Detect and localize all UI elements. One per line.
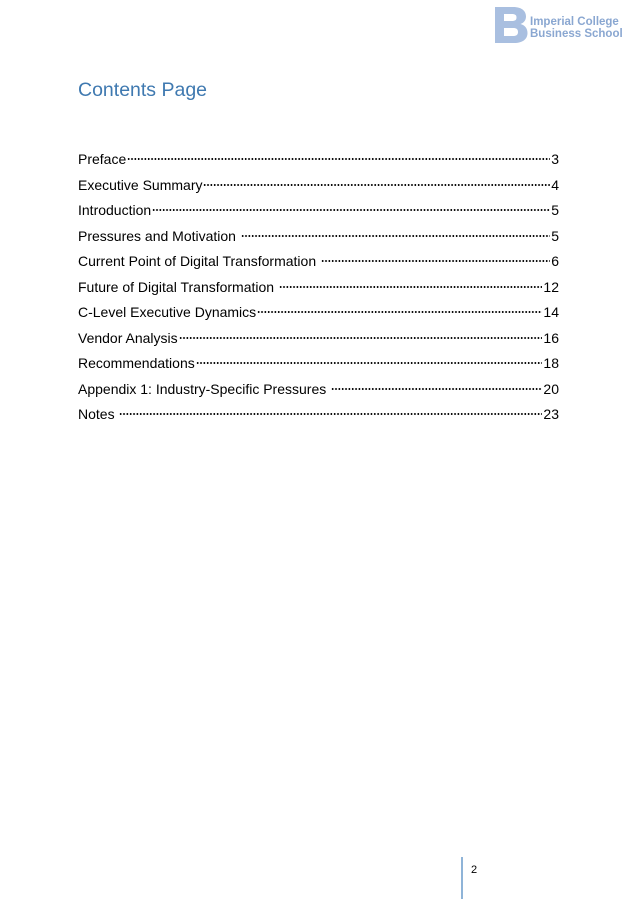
toc-dot-leader: [241, 235, 550, 237]
footer-rule: [461, 857, 463, 899]
toc-entry[interactable]: [78, 225, 559, 251]
toc-entry-title: Notes: [78, 406, 119, 422]
toc-entry[interactable]: [78, 378, 559, 404]
toc-entry[interactable]: [78, 148, 559, 174]
toc-dot-leader: [196, 362, 543, 364]
page-number: 2: [471, 864, 478, 876]
toc-entry[interactable]: [78, 301, 559, 327]
toc-entry-title: Pressures and Motivation: [78, 227, 240, 244]
toc-entry[interactable]: [78, 250, 559, 276]
toc-entry-page-number: 3: [551, 151, 559, 167]
toc-entry-page-number: 18: [543, 355, 559, 371]
toc-dot-leader: [152, 209, 550, 211]
toc-entry-title: C-Level Executive Dynamics: [78, 304, 257, 320]
toc-dot-leader: [203, 184, 550, 186]
toc-entry[interactable]: [78, 352, 559, 378]
toc-entry[interactable]: [78, 327, 559, 353]
toc-dot-leader: [321, 260, 550, 262]
toc-entry-page-number: 6: [551, 253, 559, 269]
imperial-college-business-school-logo: [493, 6, 633, 44]
logo-line-1: Imperial College: [530, 16, 619, 28]
page-title: Contents Page: [78, 79, 208, 101]
toc-dot-leader: [331, 388, 542, 390]
toc-dot-leader: [119, 413, 542, 415]
toc-dot-leader: [127, 158, 550, 160]
toc-dot-leader: [179, 337, 543, 339]
table-of-contents: [78, 148, 559, 429]
toc-entry[interactable]: [78, 199, 559, 225]
toc-entry-page-number: 20: [543, 380, 559, 397]
toc-entry-page-number: 5: [551, 202, 559, 218]
toc-dot-leader: [279, 286, 542, 288]
toc-entry-title: Vendor Analysis: [78, 329, 178, 346]
logo-text: [530, 16, 623, 40]
toc-entry[interactable]: [78, 276, 559, 302]
b-logo-icon: [493, 6, 529, 44]
toc-entry-title: Executive Summary: [78, 176, 203, 193]
toc-entry-title: Current Point of Digital Transformation: [78, 253, 320, 269]
toc-entry-title: Preface: [78, 151, 127, 167]
toc-entry[interactable]: [78, 174, 559, 200]
toc-entry-page-number: 16: [543, 329, 559, 346]
toc-entry-title: Appendix 1: Industry-Specific Pressures: [78, 380, 331, 397]
toc-entry[interactable]: [78, 403, 559, 429]
toc-entry-page-number: 12: [543, 278, 559, 295]
toc-entry-page-number: 5: [551, 227, 559, 244]
toc-dot-leader: [257, 311, 542, 313]
toc-entry-page-number: 23: [543, 406, 559, 422]
toc-entry-title: Recommendations: [78, 355, 195, 371]
toc-entry-page-number: 14: [543, 304, 559, 320]
logo-line-2: Business School: [530, 28, 623, 40]
toc-entry-page-number: 4: [551, 176, 559, 193]
toc-entry-title: Introduction: [78, 202, 152, 218]
toc-entry-title: Future of Digital Transformation: [78, 278, 278, 295]
